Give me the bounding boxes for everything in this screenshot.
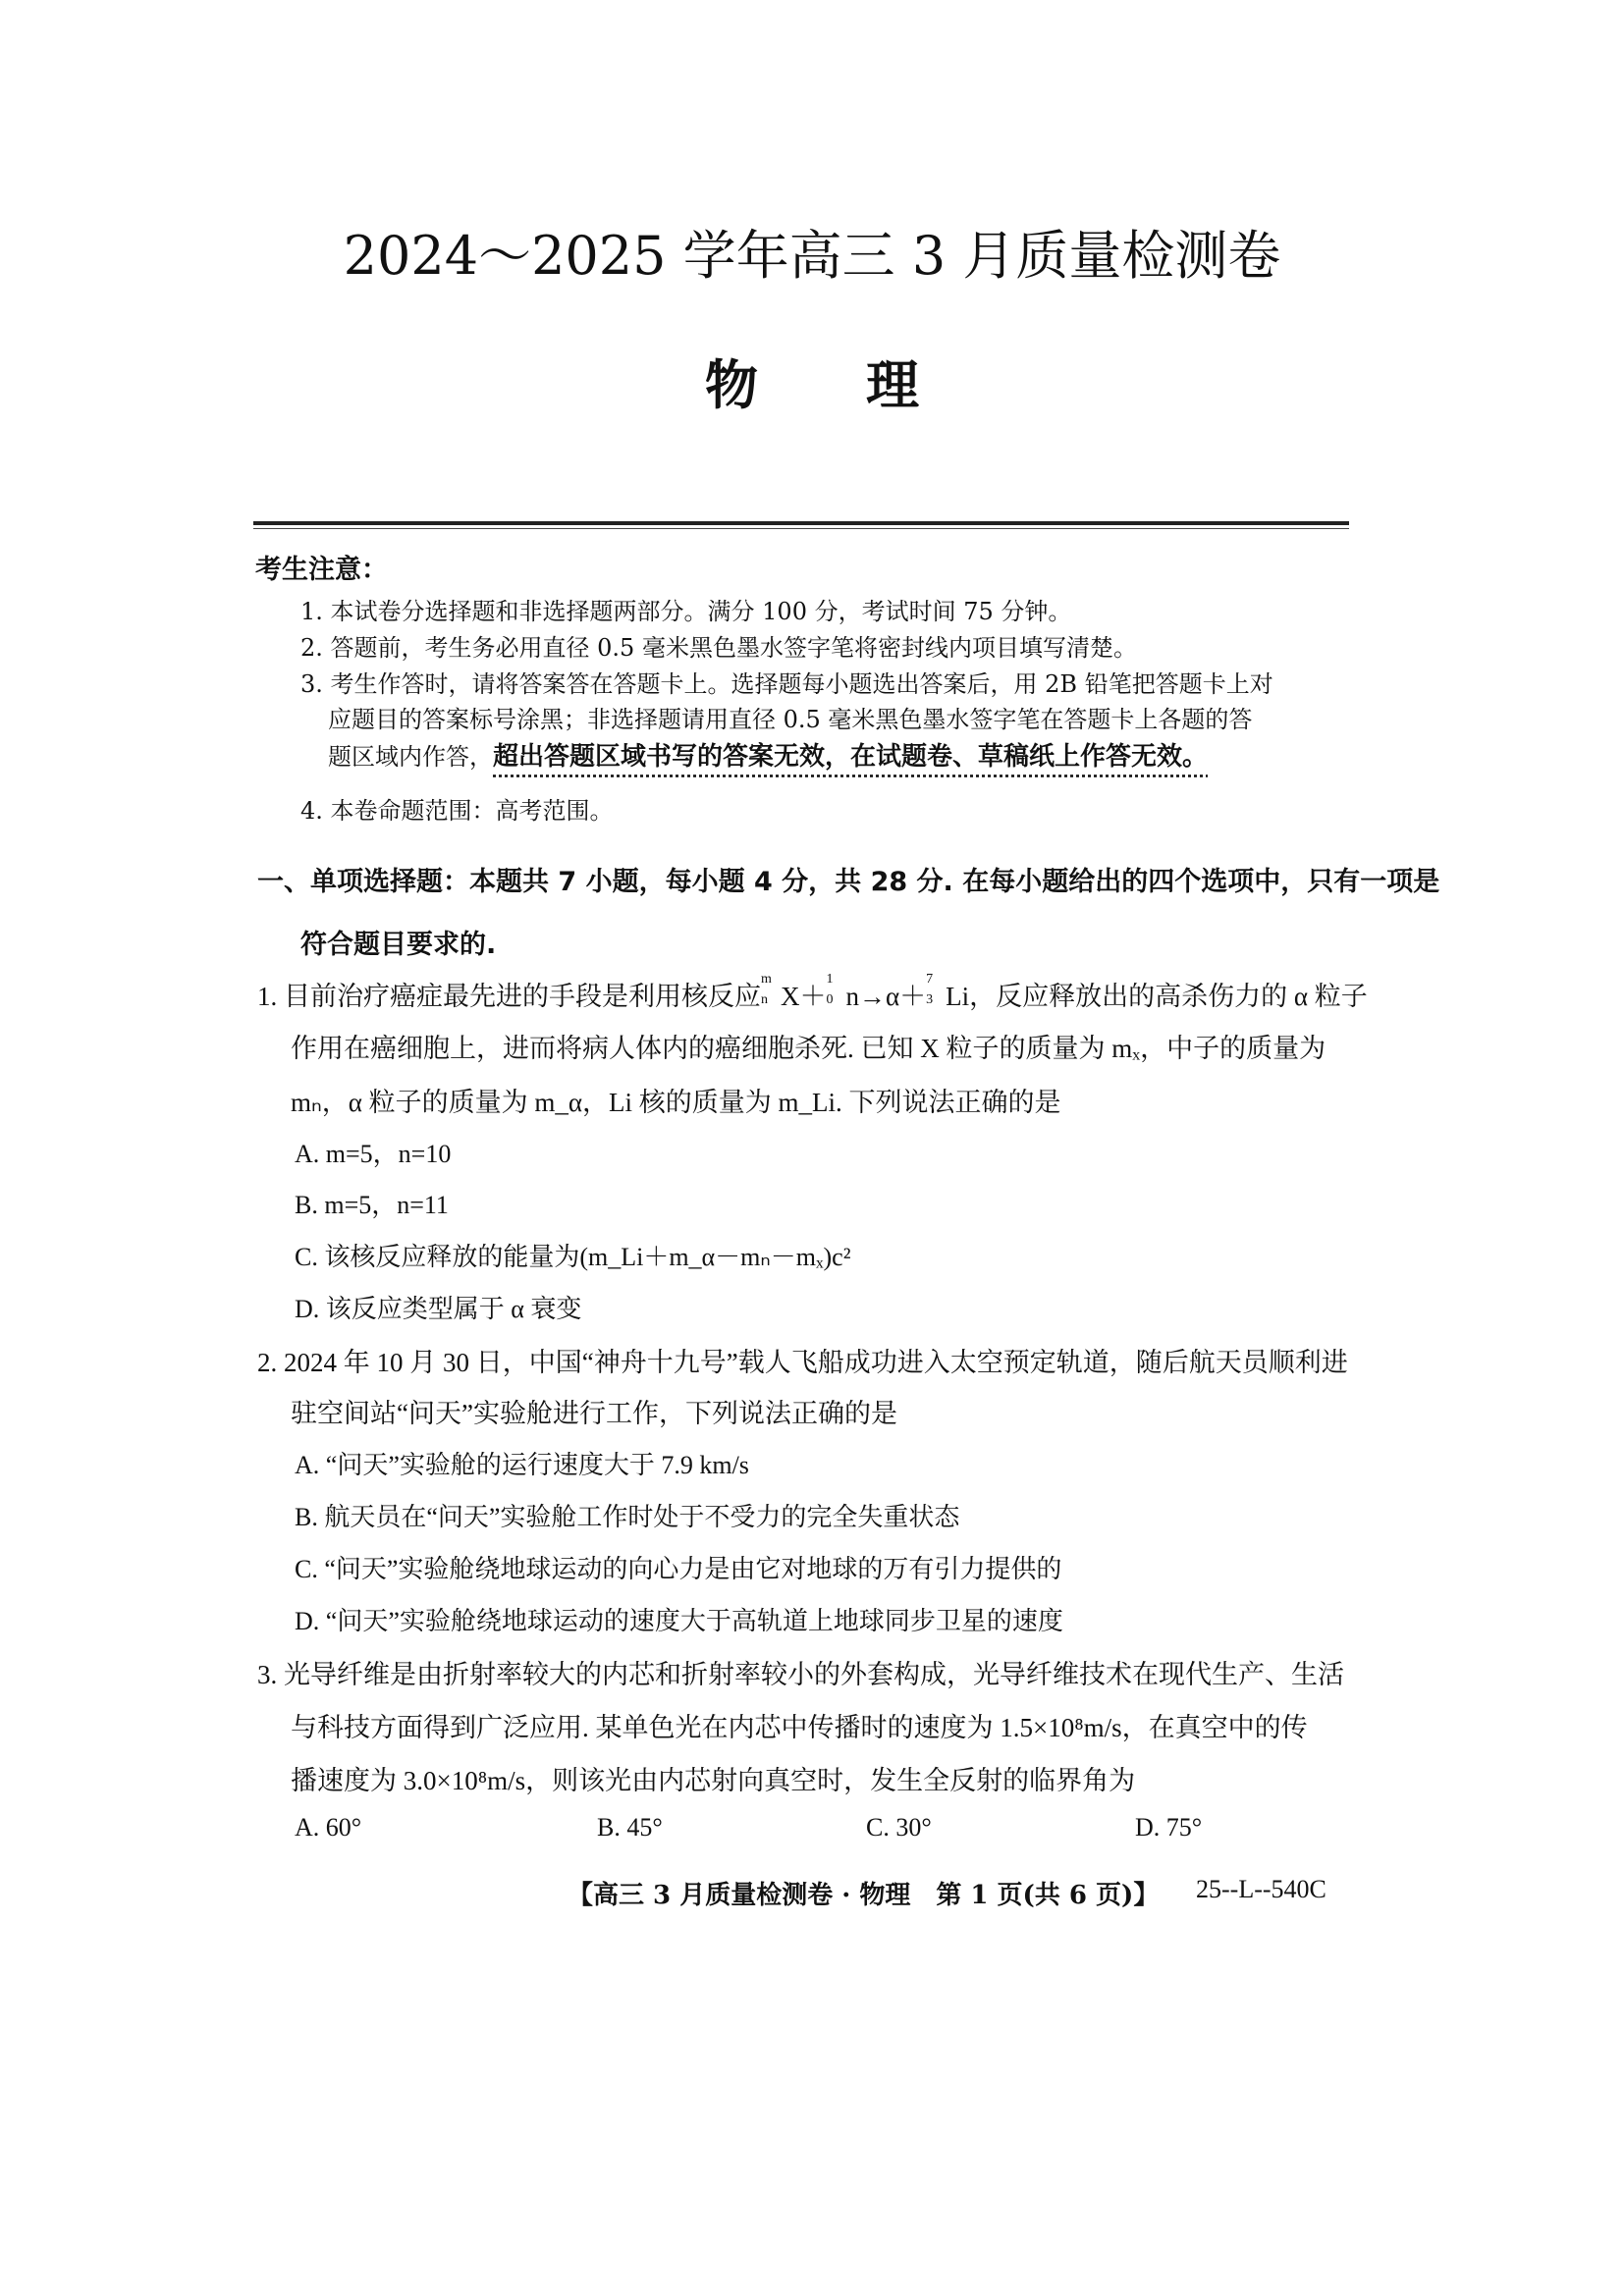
q1-text-c: n→α＋ [845, 982, 927, 1011]
notice-item-1: 1. 本试卷分选择题和非选择题两部分。满分 100 分，考试时间 75 分钟。 [300, 598, 1072, 625]
isotope-x [761, 972, 781, 1007]
isotope-li-charge: 3 [926, 992, 934, 1007]
notice-item-3-cont: 应题目的答案标号涂黑；非选择题请用直径 0.5 毫米黑色墨水签字笔在答题卡上各题的答 [328, 706, 1253, 733]
question-3-line-1: 3. 光导纤维是由折射率较大的内芯和折射率较小的外套构成，光导纤维技术在现代生产、生活 [257, 1660, 1344, 1689]
isotope-li [926, 972, 946, 1007]
exam-title: 2024～2025 学年高三 3 月质量检测卷 [343, 225, 1281, 287]
isotope-n-charge: 0 [826, 992, 834, 1007]
notice-item-3-end [328, 736, 1208, 773]
section-heading: 一、单项选择题：本题共 7 小题，每小题 4 分，共 28 分. 在每小题给出的四个选项中，只有一项是 [257, 867, 1440, 897]
notice-heading: 考生注意： [255, 555, 388, 585]
header-rule-thin [253, 528, 1349, 529]
exam-code: 25--L--540C [1196, 1875, 1326, 1903]
q2-option-c: C. “问天”实验舱绕地球运动的向心力是由它对地球的万有引力提供的 [295, 1555, 1062, 1583]
question-2-line-1: 2. 2024 年 10 月 30 日，中国“神舟十九号”载人飞船成功进入太空预定轨道，随后航天员顺利进 [257, 1348, 1348, 1377]
notice-item-4: 4. 本卷命题范围：高考范围。 [300, 797, 614, 825]
isotope-n-mass: 1 [826, 972, 834, 987]
isotope-li-mass: 7 [926, 972, 934, 987]
header-rule [253, 521, 1349, 525]
q3-option-b: B. 45° [597, 1813, 663, 1842]
section-heading-cont: 符合题目要求的. [300, 930, 497, 960]
q1-option-c: C. 该核反应释放的能量为(m_Li＋m_α－mₙ－mₓ)c² [295, 1243, 851, 1271]
notice-item-3: 3. 考生作答时，请将答案答在答题卡上。选择题每小题选出答案后，用 2B 铅笔把答题卡上对 [300, 670, 1273, 698]
question-1-line-3: mₙ，α 粒子的质量为 m_α，Li 核的质量为 m_Li. 下列说法正确的是 [291, 1088, 1061, 1117]
question-3-line-2: 与科技方面得到广泛应用. 某单色光在内芯中传播时的速度为 1.5×10⁸m/s，在真空中的传 [291, 1713, 1308, 1742]
q1-option-a: A. m=5，n=10 [295, 1140, 452, 1168]
q3-option-d: D. 75° [1135, 1813, 1203, 1842]
q3-option-a: A. 60° [295, 1813, 362, 1842]
isotope-n [826, 972, 846, 1007]
notice-item-3-end-text: 题区域内作答， [328, 743, 493, 771]
q1-text-a: 1. 目前治疗癌症最先进的手段是利用核反应 [257, 982, 761, 1011]
q1-option-b: B. m=5，n=11 [295, 1191, 449, 1219]
question-1-line-1 [257, 972, 1368, 1013]
q2-option-b: B. 航天员在“问天”实验舱工作时处于不受力的完全失重状态 [295, 1503, 960, 1531]
notice-item-2: 2. 答题前，考生务必用直径 0.5 毫米黑色墨水签字笔将密封线内项目填写清楚。 [300, 634, 1137, 662]
question-1-line-2: 作用在癌细胞上，进而将病人体内的癌细胞杀死. 已知 X 粒子的质量为 mₓ，中子的质量为 [291, 1034, 1326, 1063]
q1-text-b: X＋ [781, 982, 827, 1011]
isotope-x-charge: n [761, 992, 768, 1007]
q1-option-d: D. 该反应类型属于 α 衰变 [295, 1295, 582, 1323]
q2-option-a: A. “问天”实验舱的运行速度大于 7.9 km/s [295, 1451, 749, 1479]
page-footer: 【高三 3 月质量检测卷 · 物理 第 1 页(共 6 页)】 [568, 1881, 1160, 1910]
notice-emphasis: 超出答题区域书写的答案无效，在试题卷、草稿纸上作答无效。 [493, 742, 1209, 772]
subject-title: 物理 [705, 353, 1027, 416]
question-3-line-3: 播速度为 3.0×10⁸m/s，则该光由内芯射向真空时，发生全反射的临界角为 [291, 1766, 1136, 1795]
isotope-x-mass: m [761, 972, 772, 987]
q2-option-d: D. “问天”实验舱绕地球运动的速度大于高轨道上地球同步卫星的速度 [295, 1607, 1063, 1635]
question-2-line-2: 驻空间站“问天”实验舱进行工作，下列说法正确的是 [291, 1399, 897, 1428]
q3-option-c: C. 30° [866, 1813, 932, 1842]
q1-text-d: Li，反应释放出的高杀伤力的 α 粒子 [946, 982, 1368, 1011]
